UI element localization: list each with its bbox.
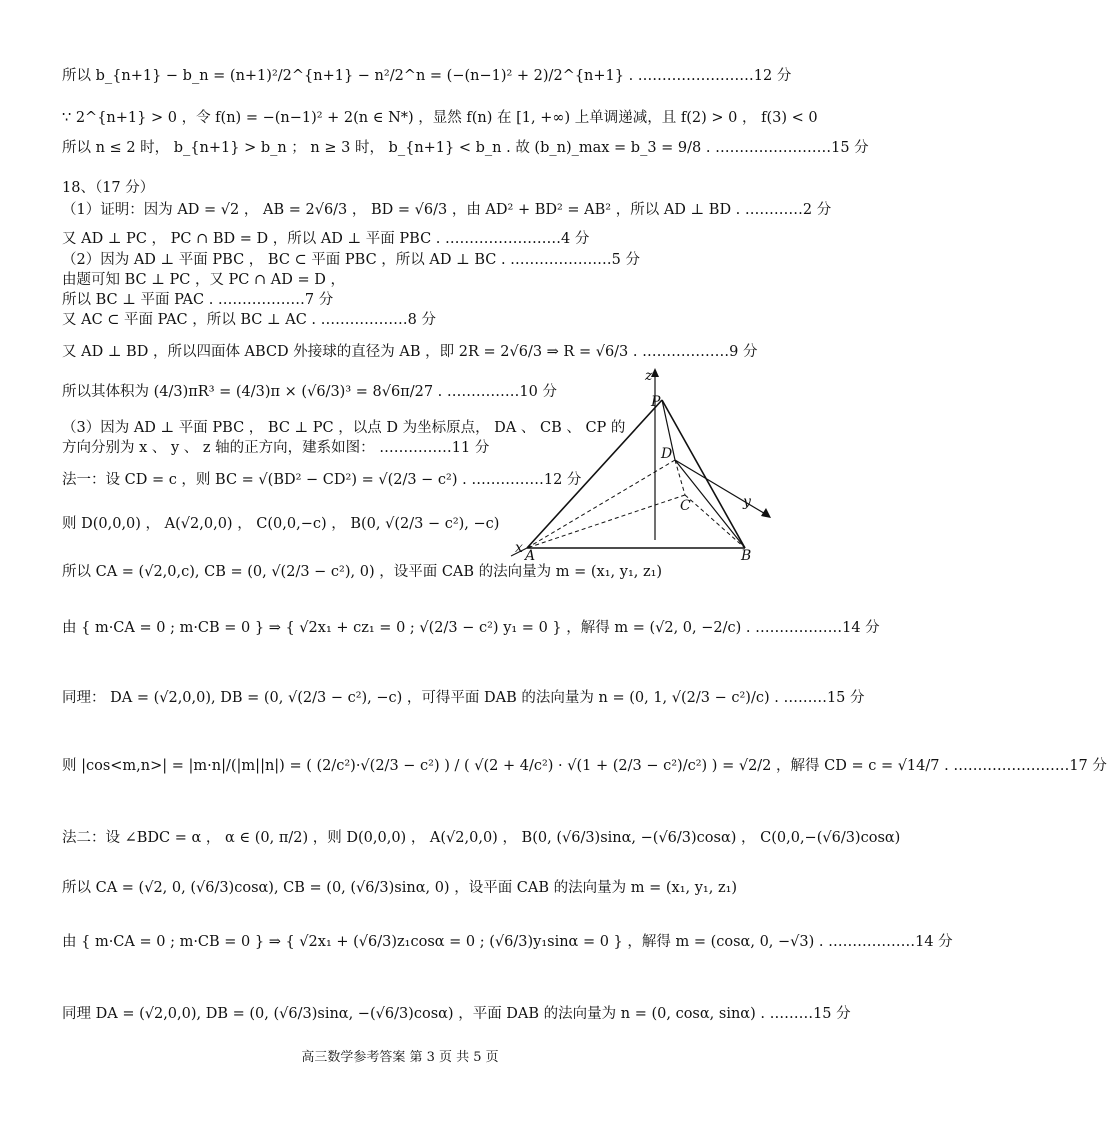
- page-footer: 高三数学参考答案 第 3 页 共 5 页: [301, 1050, 499, 1065]
- answer-line: （3）因为 AD ⊥ 平面 PBC ， BC ⊥ PC ，以点 D 为坐标原点， DA 、 CB 、 CP 的: [62, 420, 626, 436]
- answer-line: 又 AD ⊥ BD ，所以四面体 ABCD 外接球的直径为 AB ，即 2R = 2√6/3 ⇒ R = √6/3 . ………………9 分: [62, 344, 758, 360]
- answer-line: 同理 DA = (√2,0,0), DB = (0, (√6/3)sinα, −(√6/3)cosα) ，平面 DAB 的法向量为 n = (0, cosα, sinα) . ………15 分: [62, 1006, 851, 1022]
- edge-CB: [685, 495, 745, 548]
- answer-line: 由题可知 BC ⊥ PC ，又 PC ∩ AD = D ，: [62, 272, 345, 288]
- edge-DA: [527, 460, 675, 548]
- answer-line: 又 AD ⊥ PC ， PC ∩ BD = D ，所以 AD ⊥ 平面 PBC . ……………………4 分: [62, 231, 590, 247]
- answer-line: 法一：设 CD = c ，则 BC = √(BD² − CD²) = √(2/3 − c²) . ……………12 分: [62, 472, 582, 488]
- edge-PB: [662, 400, 745, 548]
- answer-line: 所以 CA = (√2,0,c), CB = (0, √(2/3 − c²), 0) ，设平面 CAB 的法向量为 m = (x₁, y₁, z₁): [62, 564, 663, 580]
- answer-line: 法二：设 ∠BDC = α ， α ∈ (0, π/2) ，则 D(0,0,0) ， A(√2,0,0) ， B(0, (√6/3)sinα, −(√6/3)cosα) ， C(0,0,−(√6/3)cosα): [62, 830, 901, 846]
- label-B: B: [741, 548, 752, 564]
- answer-line: 所以 BC ⊥ 平面 PAC . ………………7 分: [62, 292, 334, 308]
- answer-line: 由 { m·CA = 0 ; m·CB = 0 } ⇒ { √2x₁ + (√6/3)z₁cosα = 0 ; (√6/3)y₁sinα = 0 } ，解得 m = (cosα, 0, −√3) . ………………14 分: [62, 934, 953, 950]
- label-P: P: [651, 394, 661, 410]
- answer-line: ∵ 2^{n+1} > 0 ，令 f(n) = −(n−1)² + 2(n ∈ N*) ，显然 f(n) 在 [1, +∞) 上单调递减，且 f(2) > 0 ， f(3) < 0: [62, 110, 818, 126]
- answer-line: 18、（17 分）: [62, 180, 155, 196]
- answer-line: 所以其体积为 (4/3)πR³ = (4/3)π × (√6/3)³ = 8√6π/27 . ……………10 分: [62, 384, 557, 400]
- label-D: D: [661, 446, 673, 462]
- answer-line: 所以 n ≤ 2 时， b_{n+1} > b_n ； n ≥ 3 时， b_{n+1} < b_n . 故 (b_n)_max = b_3 = 9/8 . ……………………15 分: [62, 140, 869, 156]
- answer-line: 又 AC ⊂ 平面 PAC ，所以 BC ⊥ AC . ………………8 分: [62, 312, 436, 328]
- tetrahedron-figure: [505, 360, 780, 564]
- label-A: A: [525, 548, 536, 564]
- label-z: z: [645, 368, 653, 384]
- answer-line: （2）因为 AD ⊥ 平面 PBC ， BC ⊂ 平面 PBC ，所以 AD ⊥ BC . …………………5 分: [62, 252, 641, 268]
- edge-AP: [527, 400, 662, 548]
- answer-line: 则 D(0,0,0) ， A(√2,0,0) ， C(0,0,−c) ， B(0, √(2/3 − c²), −c): [62, 516, 500, 532]
- answer-line: 所以 CA = (√2, 0, (√6/3)cosα), CB = (0, (√6/3)sinα, 0) ，设平面 CAB 的法向量为 m = (x₁, y₁, z₁): [62, 880, 738, 896]
- label-C: C: [680, 498, 691, 514]
- label-y: y: [743, 494, 751, 510]
- answer-line: 则 |cos<m,n>| = |m·n|/(|m||n|) = ( (2/c²)·√(2/3 − c²) ) / ( √(2 + 4/c²) · √(1 + (2/3 − c²)/c²) ) = √2/2 ，解得 CD = c = √14/7 . ……………………17 分: [62, 758, 1107, 774]
- answer-line: 方向分别为 x 、 y 、 z 轴的正方向，建系如图： ……………11 分: [62, 440, 490, 456]
- label-x: x: [515, 540, 523, 556]
- answer-line: 所以 b_{n+1} − b_n = (n+1)²/2^{n+1} − n²/2^n = (−(n−1)² + 2)/2^{n+1} . ……………………12 分: [62, 68, 792, 84]
- answer-line: 同理： DA = (√2,0,0), DB = (0, √(2/3 − c²), −c) ，可得平面 DAB 的法向量为 n = (0, 1, √(2/3 − c²)/c) . ………15 分: [62, 690, 865, 706]
- answer-line: （1）证明：因为 AD = √2 ， AB = 2√6/3 ， BD = √6/3 ，由 AD² + BD² = AB² ，所以 AD ⊥ BD . …………2 分: [62, 202, 832, 218]
- answer-line: 由 { m·CA = 0 ; m·CB = 0 } ⇒ { √2x₁ + cz₁ = 0 ; √(2/3 − c²) y₁ = 0 } ，解得 m = (√2, 0, −2/c) . ………………14 分: [62, 620, 880, 636]
